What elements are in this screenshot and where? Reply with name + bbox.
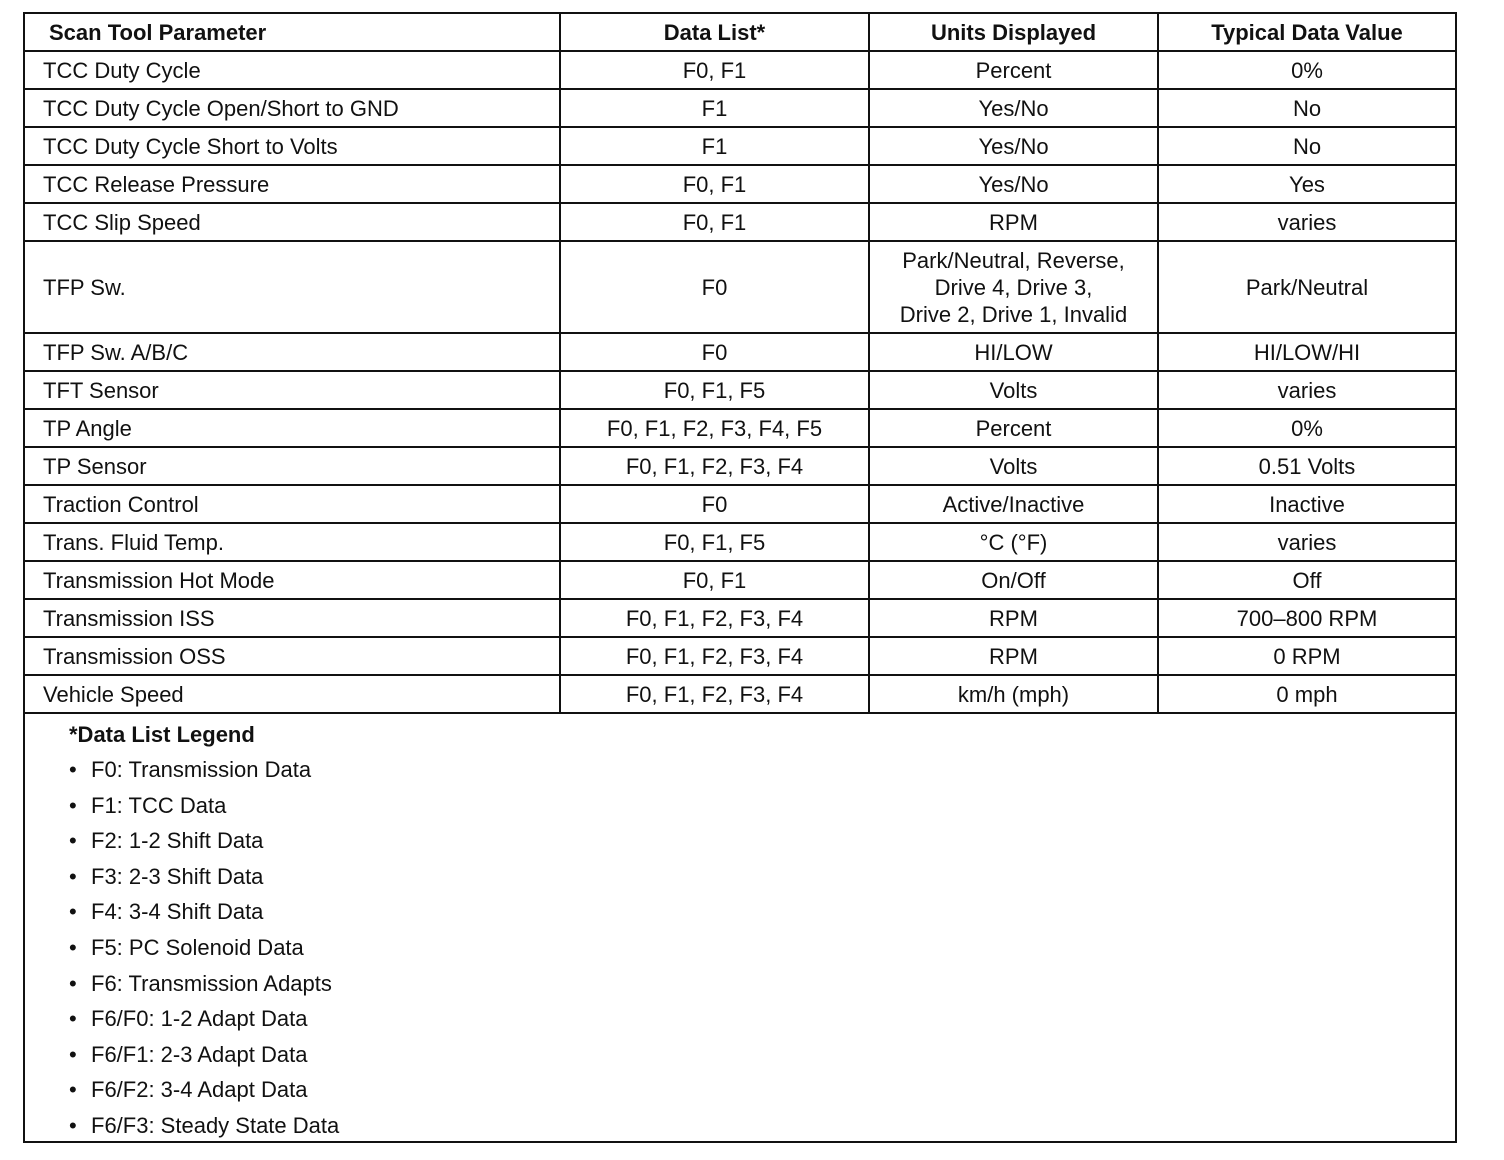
header-typical-data-value: Typical Data Value [1158, 14, 1455, 51]
scan-tool-data-document [23, 12, 1457, 1143]
data-list-legend [25, 714, 1455, 1144]
table-row [25, 333, 1455, 371]
typical-value-cell: 0 RPM [1158, 637, 1455, 675]
data-list-cell: F0, F1, F2, F3, F4 [560, 675, 869, 713]
header-data-list: Data List* [560, 14, 869, 51]
legend-item [69, 788, 1455, 824]
bullet-icon: • [69, 1112, 77, 1138]
parameter-cell: TCC Duty Cycle Open/Short to GND [25, 89, 560, 127]
parameter-cell: Vehicle Speed [25, 675, 560, 713]
legend-item-text: F6/F3: Steady State Data [91, 1112, 340, 1138]
units-cell: km/h (mph) [869, 675, 1158, 713]
units-cell: RPM [869, 203, 1158, 241]
bullet-icon: • [69, 970, 77, 996]
bullet-icon: • [69, 899, 77, 925]
typical-value-cell: 0 mph [1158, 675, 1455, 713]
units-line: Drive 2, Drive 1, Invalid [899, 301, 1128, 327]
bullet-icon: • [69, 934, 77, 960]
data-list-cell: F0, F1 [560, 165, 869, 203]
typical-value-cell: 0% [1158, 51, 1455, 89]
units-cell: Percent [869, 409, 1158, 447]
legend-item-text: F5: PC Solenoid Data [91, 934, 304, 960]
units-cell: °C (°F) [869, 523, 1158, 561]
parameter-cell: Trans. Fluid Temp. [25, 523, 560, 561]
table-row [25, 127, 1455, 165]
data-list-cell: F0, F1 [560, 203, 869, 241]
table-row [25, 89, 1455, 127]
header-scan-tool-parameter: Scan Tool Parameter [25, 14, 560, 51]
units-cell: Volts [869, 447, 1158, 485]
typical-value-cell: Off [1158, 561, 1455, 599]
typical-value-cell: No [1158, 127, 1455, 165]
table-row [25, 637, 1455, 675]
legend-item-text: F6/F0: 1-2 Adapt Data [91, 1006, 308, 1032]
bullet-icon: • [69, 828, 77, 854]
typical-value-cell: varies [1158, 203, 1455, 241]
typical-value-cell: Inactive [1158, 485, 1455, 523]
parameter-cell: Transmission ISS [25, 599, 560, 637]
bullet-icon: • [69, 863, 77, 889]
parameter-cell: TP Sensor [25, 447, 560, 485]
header-units-displayed: Units Displayed [869, 14, 1158, 51]
parameter-cell: TCC Duty Cycle [25, 51, 560, 89]
bullet-icon: • [69, 1041, 77, 1067]
typical-value-cell: 0.51 Volts [1158, 447, 1455, 485]
legend-item [69, 1108, 1455, 1144]
typical-value-cell: Yes [1158, 165, 1455, 203]
data-list-cell: F0, F1 [560, 561, 869, 599]
legend-item [69, 1001, 1455, 1037]
parameter-cell: Transmission OSS [25, 637, 560, 675]
legend-item [69, 930, 1455, 966]
units-cell: RPM [869, 599, 1158, 637]
bullet-icon: • [69, 792, 77, 818]
parameter-cell: TFT Sensor [25, 371, 560, 409]
legend-title: *Data List Legend [69, 722, 255, 747]
parameter-cell: TCC Release Pressure [25, 165, 560, 203]
parameter-cell: TFP Sw. [25, 241, 560, 333]
typical-value-cell: No [1158, 89, 1455, 127]
legend-item-text: F3: 2-3 Shift Data [91, 863, 264, 889]
data-list-cell: F0, F1, F2, F3, F4 [560, 599, 869, 637]
table-row [25, 485, 1455, 523]
legend-item [69, 823, 1455, 859]
typical-value-cell: Park/Neutral [1158, 241, 1455, 333]
data-list-cell: F0, F1, F2, F3, F4 [560, 447, 869, 485]
units-line: Park/Neutral, Reverse, [902, 247, 1125, 273]
units-cell: Volts [869, 371, 1158, 409]
data-list-cell: F0 [560, 333, 869, 371]
table-body [25, 51, 1455, 713]
units-cell: On/Off [869, 561, 1158, 599]
scan-tool-data-table [25, 14, 1455, 714]
table-row [25, 409, 1455, 447]
data-list-cell: F1 [560, 127, 869, 165]
table-row [25, 51, 1455, 89]
data-list-cell: F0 [560, 485, 869, 523]
units-cell: Active/Inactive [869, 485, 1158, 523]
table-row [25, 203, 1455, 241]
parameter-cell: TCC Slip Speed [25, 203, 560, 241]
parameter-cell: TFP Sw. A/B/C [25, 333, 560, 371]
units-cell [869, 241, 1158, 333]
legend-item-text: F4: 3-4 Shift Data [91, 899, 264, 925]
data-list-cell: F0, F1 [560, 51, 869, 89]
table-row [25, 241, 1455, 333]
data-list-cell: F0, F1, F5 [560, 371, 869, 409]
units-cell: Percent [869, 51, 1158, 89]
legend-item-text: F2: 1-2 Shift Data [91, 828, 264, 854]
legend-item [69, 752, 1455, 788]
data-list-cell: F0, F1, F2, F3, F4 [560, 637, 869, 675]
units-cell: Yes/No [869, 89, 1158, 127]
legend-item-text: F6/F1: 2-3 Adapt Data [91, 1041, 308, 1067]
table-row [25, 165, 1455, 203]
units-line: Drive 4, Drive 3, [934, 274, 1093, 300]
legend-item [69, 1037, 1455, 1073]
table-row [25, 561, 1455, 599]
parameter-cell: Traction Control [25, 485, 560, 523]
units-cell: RPM [869, 637, 1158, 675]
table-row [25, 599, 1455, 637]
table-row [25, 371, 1455, 409]
typical-value-cell: HI/LOW/HI [1158, 333, 1455, 371]
units-cell: Yes/No [869, 127, 1158, 165]
parameter-cell: Transmission Hot Mode [25, 561, 560, 599]
typical-value-cell: varies [1158, 371, 1455, 409]
legend-item-text: F6/F2: 3-4 Adapt Data [91, 1077, 308, 1103]
typical-value-cell: varies [1158, 523, 1455, 561]
legend-item-text: F6: Transmission Adapts [91, 970, 332, 996]
parameter-cell: TP Angle [25, 409, 560, 447]
legend-item-text: F0: Transmission Data [91, 757, 312, 782]
data-list-cell: F0 [560, 241, 869, 333]
table-header-row [25, 14, 1455, 51]
table-row [25, 523, 1455, 561]
data-list-cell: F0, F1, F5 [560, 523, 869, 561]
units-cell: HI/LOW [869, 333, 1158, 371]
legend-item-text: F1: TCC Data [91, 792, 227, 818]
bullet-icon: • [69, 1077, 77, 1103]
legend-item [69, 894, 1455, 930]
legend-list [69, 752, 1455, 1144]
table-row [25, 675, 1455, 713]
bullet-icon: • [69, 757, 77, 782]
legend-item [69, 966, 1455, 1002]
legend-item [69, 1072, 1455, 1108]
bullet-icon: • [69, 1006, 77, 1032]
table-row [25, 447, 1455, 485]
parameter-cell: TCC Duty Cycle Short to Volts [25, 127, 560, 165]
data-list-cell: F0, F1, F2, F3, F4, F5 [560, 409, 869, 447]
typical-value-cell: 0% [1158, 409, 1455, 447]
typical-value-cell: 700–800 RPM [1158, 599, 1455, 637]
data-list-cell: F1 [560, 89, 869, 127]
legend-item [69, 859, 1455, 895]
units-cell: Yes/No [869, 165, 1158, 203]
